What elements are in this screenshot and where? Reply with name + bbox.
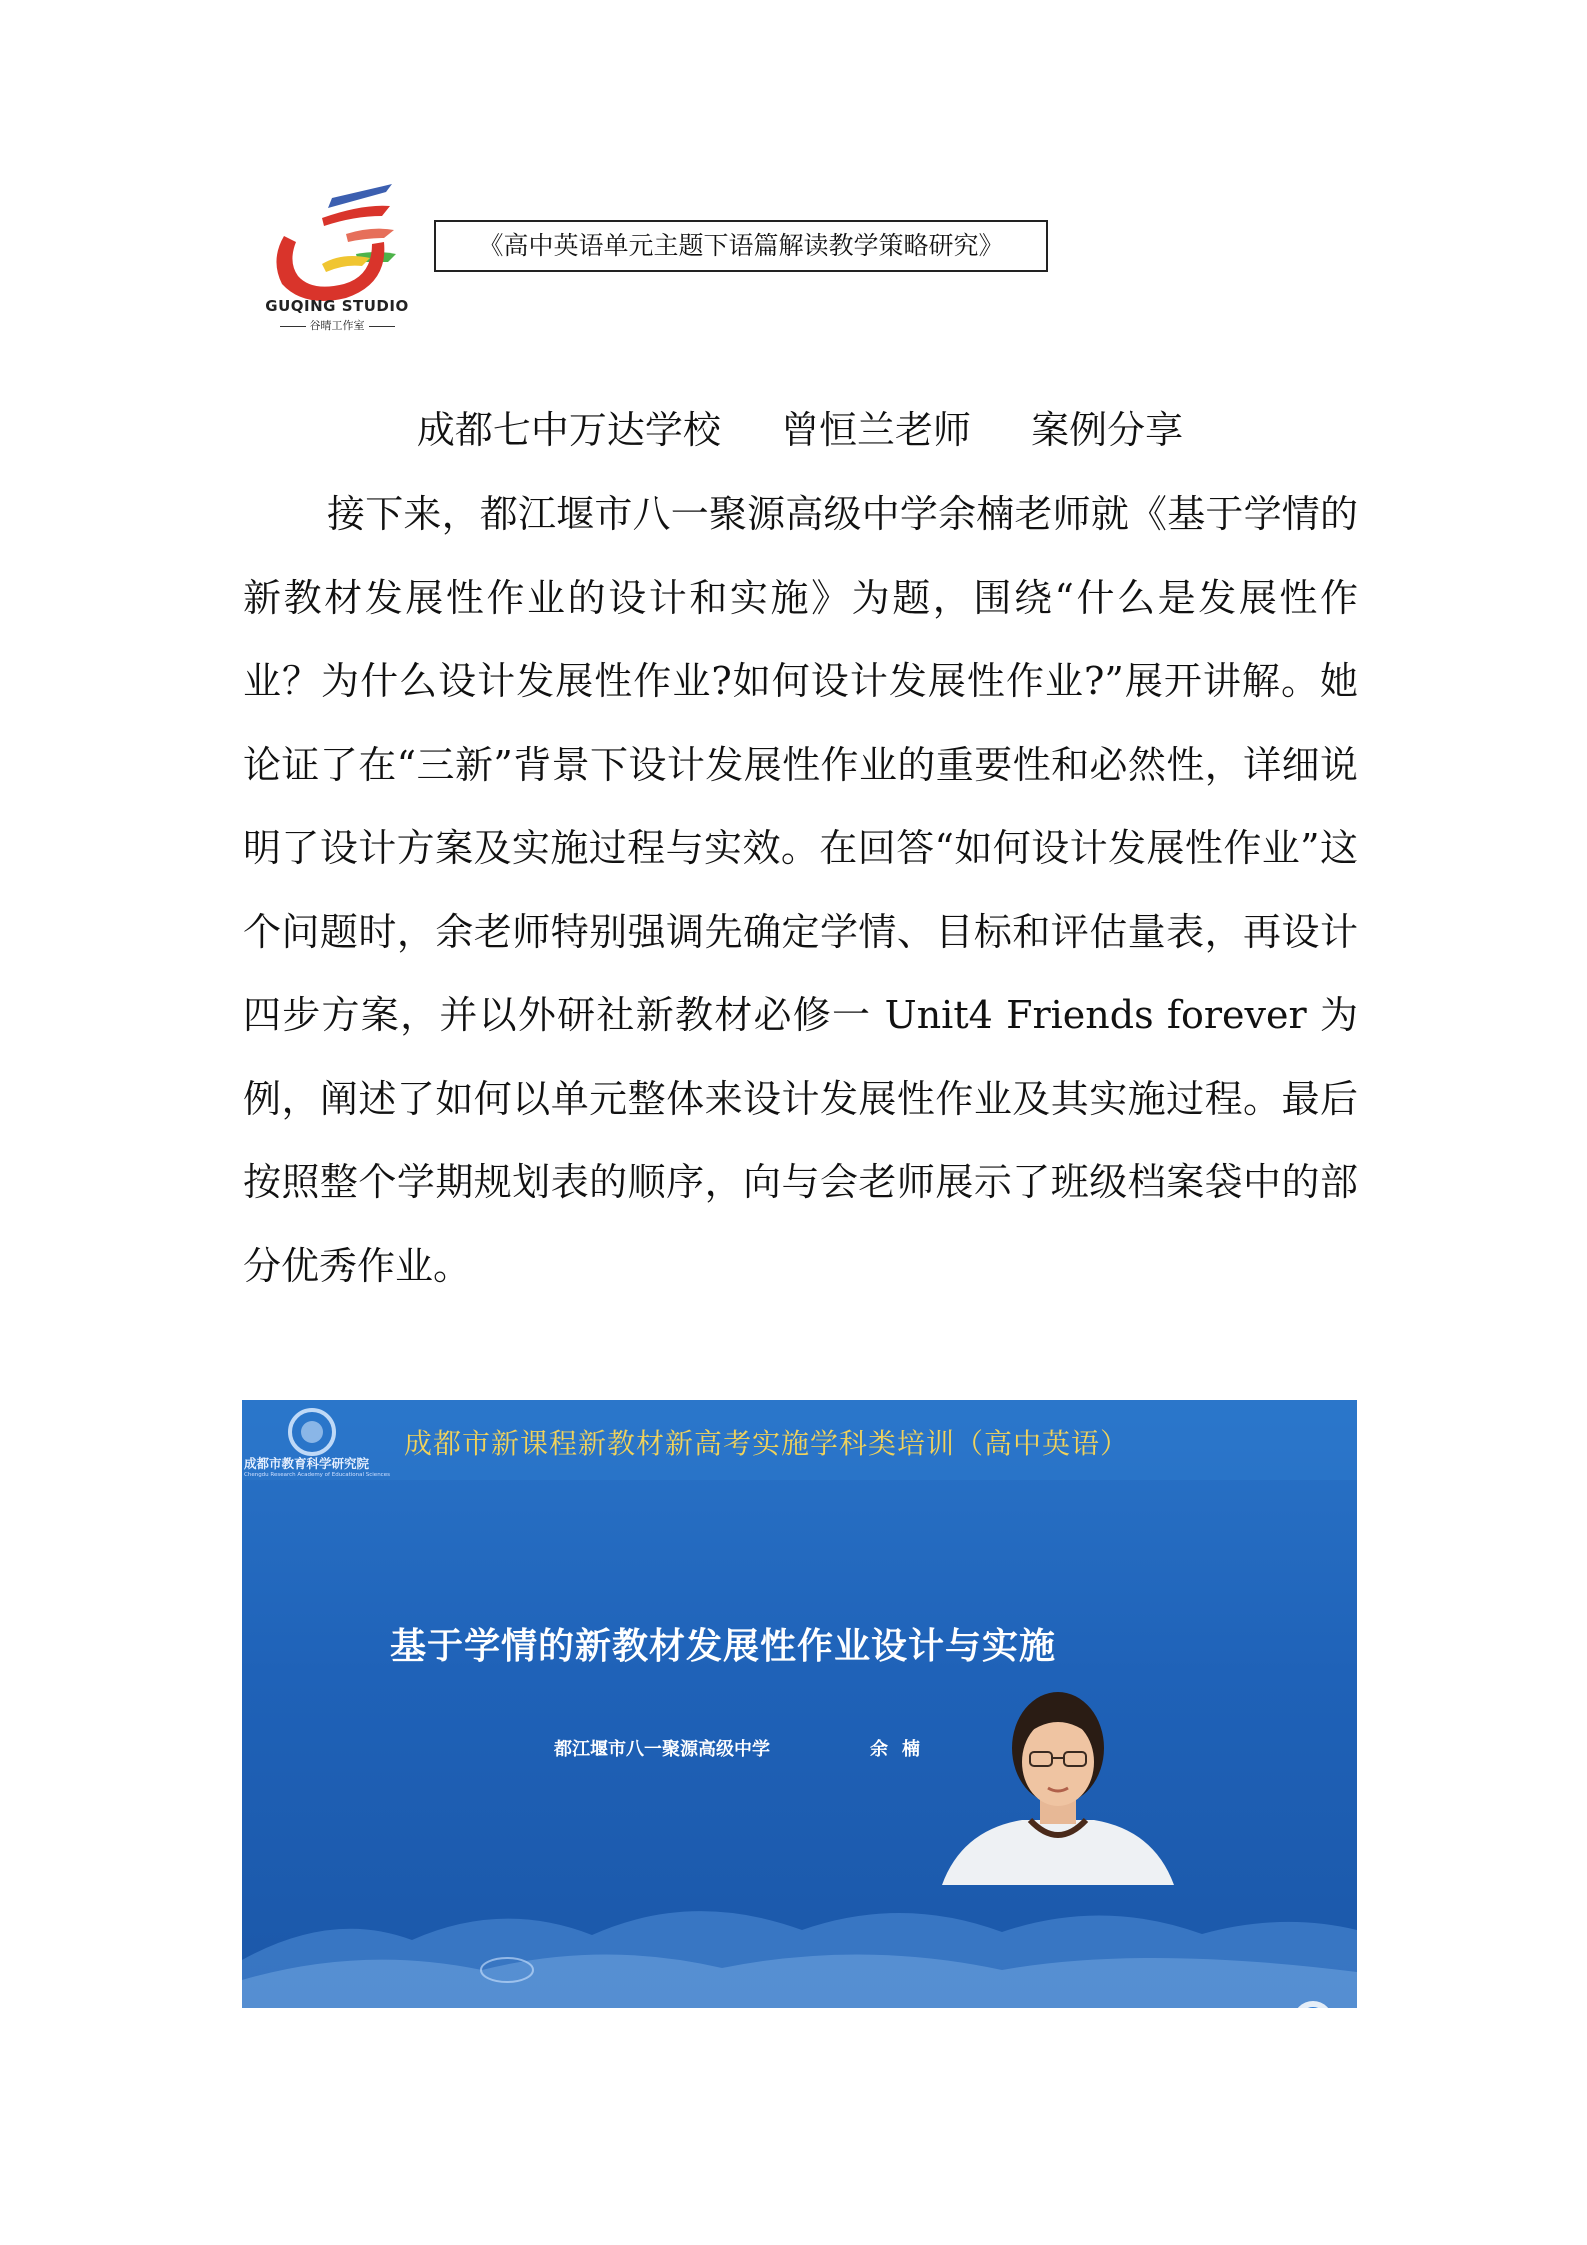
speaker-name: 余楠 [870, 1739, 934, 1760]
speaker-webcam-image [902, 1670, 1214, 1885]
talk-title: 基于学情的新教材发展性作业设计与实施 [390, 1626, 1057, 1667]
case-teacher: 曾恒兰老师 [780, 408, 971, 452]
case-share-line [240, 400, 1360, 460]
institution-name: 成都市教育科学研究院 [244, 1456, 370, 1471]
training-title: 成都市新课程新教材新高考实施学科类培训（高中英语） [404, 1427, 1130, 1460]
logo-text-en: GUQING STUDIO [265, 297, 409, 315]
play-icon[interactable] [1290, 1998, 1336, 2008]
studio-logo-icon [262, 180, 412, 305]
case-label: 案例分享 [1031, 408, 1184, 452]
institution-name-en: Chengdu Research Academy of Educational Sciences [244, 1472, 390, 1478]
series-title: 《高中英语单元主题下语篇解读教学策略研究》 [434, 220, 1048, 272]
studio-logo [262, 180, 412, 330]
speaker-school: 都江堰市八一聚源高级中学 [554, 1739, 770, 1760]
article-paragraph: 接下来，都江堰市八一聚源高级中学余楠老师就《基于学情的新教材发展性作业的设计和实施》为题，围绕“什么是发展性作业？为什么设计发展性作业?如何设计发展性作业?”展开讲解。她论证了在“三新”背景下设计发展性作业的重要性和必然性，详细说明了设计方案及实施过程与实效。在回答“如何设计发展性作业”这个问题时，余老师特别强调先确定学情、目标和评估量表，再设计四步方案，并以外研社新教材必修一 Unit4 Friends forever 为例，阐述了如何以单元整体来设计发展性作业及其实施过程。最后按照整个学期规划表的顺序，向与会老师展示了班级档案袋中的部分优秀作业。 [243, 492, 1358, 1288]
logo-text-cn: 谷晴工作室 [262, 317, 412, 333]
case-school: 成都七中万达学校 [416, 408, 721, 452]
video-screenshot[interactable] [242, 1400, 1357, 2008]
